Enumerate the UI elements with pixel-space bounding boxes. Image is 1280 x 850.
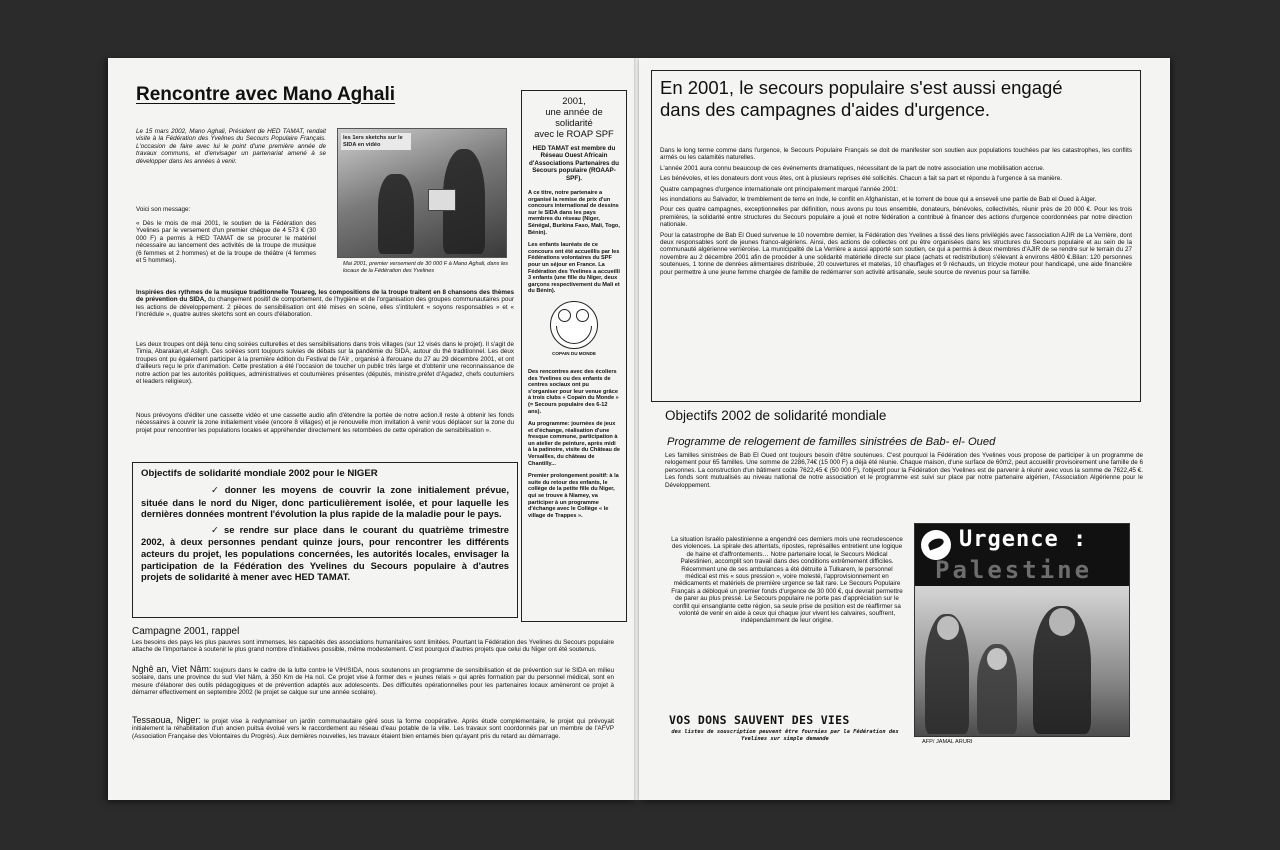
tessaoua-paragraph [132,717,614,740]
program-title: Programme de relogement de familles sinistrées de Bab- el- Oued [667,436,996,448]
urgence-paragraph-1: Dans le long terme comme dans l'urgence, le Secours Populaire Français se doit de manifester son soutien aux populations touchées par les catastrophes, les conflits armés ou les calamités naturelles. [660,147,1132,162]
photo-sign: les 1ers sketchs sur le SIDA en vidéo [341,133,411,150]
vietnam-label: Nghê an, Viet Nâm: [132,664,212,674]
urgence-paragraph-6: Pour ces quatre campagnes, exceptionnelles par définition, nous avons pu tous ensemble, donateurs, bénévoles, collectivités, réunir près de 20 000 €. Pour les trois premières, la solidarité entre structures du Secours populaire a joué et notre fédération a contribué à financer des actions d'urgence coordonnées par notre direction nationale. [660,206,1132,229]
niger-point-1-text: donner les moyens de couvrir la zone initialement prévue, située dans le nord du Niger, donc particulièrement isolée, et pour laquelle les dernières données montrent l'évolution la plus rapide de la maladie pour le pays. [141,484,509,520]
sidebar-title: 2001, une année de solidarité avec le ROAP SPF [534,95,614,139]
niger-point-2-text: se rendre sur place dans le courant du quatrième trimestre 2002, à deux personnes pendant quinze jours, pour rencontrer les différents acteurs du projet, les populations concernées, les autorités locales, envisager la participation de la Fédération des Yvelines du Secours populaire à d'autres projets de solidarité à mener avec HED TAMAT. [141,523,509,583]
paragraph-2-bold: Inspirées des rythmes de la musique traditionnelle Touareg, les compositions de la troupe traitent en 8 chansons des thèmes de prévention du SIDA, [136,289,514,304]
tessaoua-text: le projet vise à redynamiser un jardin communautaire géré sous la forme coopérative. Après étude complémentaire, le projet qui prévoyait initialement la réhabilitation d'un ancien puitsa évolué vers le raccordement au réseau d'eau potable de la ville. Les travaux sont coordonnés par un membre de l'AFVP (Association Française des Volontaires du Progrès). Aux dernières nouvelles, les travaux étaient bien entamés bien qu'ayant pris du retard au démarrage. [132,718,614,740]
donations-title: VOS DONS SAUVENT DES VIES [669,713,850,727]
niger-objectives-box [132,462,518,618]
paragraph-2-rest: du changement positif de comportement, de l'hygiène et de l'organisation des groupes communautaires pour les actions de développement. 2 pièces de sensibilisation ont été mises en scène, elles s'intitulent « soyons responsables » et « l'incrédule », quatre autres sketchs sont en cours d'élaboration. [136,296,514,319]
paragraph-3: Les deux troupes ont déjà tenu cinq soirées culturelles et des sensibilisations dans trois villages (sur 12 visés dans le projet). Il s'agit de Timia, Abarakan,et Asligh. Ces soirées sont toujours suivies de débats sur la pandémie du SIDA, autour du thé traditionnel. Les deux troupes ont pu également participer à la première édition du Festival de l'Aïr , organisé à Iferouane du 27 au 29 décembre 2001, et ont d'ailleurs reçu le prix d'animation. Cette prestation a été l'occasion de toucher un public très large et d'obtenir une reconnaissance de notre action par les autorités politiques, administratives et coutumières présentes (députés, ministre,préfet d'Agadez, chefs coutumiers et leaders religieux). [136,341,514,386]
check-icon: ✓ [211,524,219,536]
left-page [108,58,636,800]
urgence-paragraph-4: Quatre campagnes d'urgence internationale ont principalement marqué l'année 2001: [660,185,898,193]
urgence-paragraph-2: L'année 2001 aura connu beaucoup de ces événements dramatiques, nécessitant de la part de notre association une mobilisation accrue. [660,164,1045,172]
urgence-box [651,70,1141,402]
donations-subtitle: des listes de souscription peuvent être fournies par la Fédération des Yvelines sur simple demande [671,729,899,742]
logo-text: COPAIN DU MONDE [552,350,596,356]
urgence-paragraph-3: Les bénévoles, et les donateurs dont vous êtes, ont à plusieurs reprises été sollicités. Chacun a fait sa part et répondu à l'urgence à sa manière. [660,175,1062,183]
urgence-palestine-poster [914,523,1130,737]
objectives-title: Objectifs 2002 de solidarité mondiale [665,408,887,423]
sidebar-paragraph-3: Des rencontres avec des écoliers des Yvelines ou des enfants de centres sociaux ont pu s'organiser pour leur venue grâce à trois clubs « Copain du Monde » (= Secours populaire des 6-12 ans). [528,368,619,415]
headline: En 2001, le secours populaire s'est aussi engagé dans des campagnes d'aides d'urgence. [660,77,1063,120]
sidebar-paragraph-1: A ce titre, notre partenaire a organisé la remise de prix d'un concours international de dessins sur le SIDA dans les pays membres du réseau (Niger, Sénégal, Burkina Faso, Mali, Togo, Bénin). [528,190,620,236]
niger-point-2 [141,524,509,583]
right-page [639,58,1170,800]
photo-credit: AFP/ JAMAL ARURI [922,739,973,745]
message-label: Voici son message: [136,206,191,213]
roap-sidebar [521,90,627,622]
article-title: Rencontre avec Mano Aghali [136,84,396,105]
intro-text: Le 15 mars 2002, Mano Aghali, Président de HED TAMAT, rendait visite à la Fédération des Yvelines du Secours Populaire Français. L'occasion de faire avec lui le point d'une première année de travaux communs, et d'envisager un partenariat amené à se développer dans les années à venir. [136,128,326,165]
vietnam-text: toujours dans le cadre de la lutte contre le VIH/SIDA, nous soutenons un programme de sensibilisation et de prévention sur le SIDA en milieu scolaire, dans une province du sud Viet Nâm, à 350 Km de Ha noï. Ce projet vise à former des « jeunes relais » qui après formation par du personnel médical, sont en mesure d'élaborer des outils pédagogiques et de prévention adaptés aux adolescents. Des difficultés opérationnelles pour les partenaires locaux amèneront ce projet à démarrer effectivement en septembre 2002 (le projet se calque sur une année scolaire). [132,667,614,697]
palestine-text: La situation Israélo palestinienne a engendré ces derniers mois une recrudescence des violences. La spirale des attentats, ripostes, représailles entretient une logique de haine et d'affrontements… Notre partenaire local, le Secours Médical Palestinien, accomplit son travail dans des conditions extrêmement difficiles. Récemment une de ses ambulances a été détruite à Tulkarem, le personnel médical est mis « sous pression », voire molesté, l'approvisionnement en médicaments et matériels de première urgence se fait rare. Le Secours Populaire Français a débloqué un premier fonds d'urgence de 30 000 €, qui devrait permettre de parer au plus pressé. Le Secours populaire ne porte pas d'appréciation sur le conflit qui ensanglante cette région, sa seule prise de position est de réaffirmer sa volonté de venir en aide à ceux qui chaque jour vivent les calvaires, souffrent, indépendamment de leur origine. [671,536,903,625]
urgence-paragraph-7: Pour la catastrophe de Bab El Oued survenue le 10 novembre dernier, la Fédération des Yvelines a tissé des liens privilégiés avec l'association AJIR de La Verrière, dont deux responsables sont de jeunes franco-algériens. Ainsi, des actions de collectes ont pu être organisées dans les structures du Secours populaire et au sein de la communauté algérienne verrièroise. La municipalité de La Verrière a aussi apporté son soutien, ce qui a permis à deux membres d'AJIR de se rendre sur le terrain du 27 novembre au 2 décembre 2001 afin de procéder à une solidarité matérielle directe sur place (achats et redistribution) s'élevant à environs 4800 €.Bilan: 120 personnes soutenues, 1 tonne de denrées alimentaires distribuée, 20 couvertures et matelas, 10 chauffages et 9 réchauds, un tricycle moteur pour handicapé, une aide financière pour permettre à une jeune femme chargée de famille de redémarrer son activité artisanale, seule source de revenus pour sa famille. [660,231,1132,276]
urgence-line-1: Urgence : [959,527,1088,552]
check-icon: ✓ [211,485,219,496]
sidebar-paragraph-5: Premier prolongement positif: à la suite du retour des enfants, le collège de la petite fille du Niger, qui se trouve à Niamey, va participer à un programme d'échange avec le Collège « le village de Trappes ». [528,473,619,519]
program-text: Les familles sinistrées de Bab El Oued ont toujours besoin d'être soutenues. C'est pourquoi la Fédération des Yvelines vous propose de participer à un programme de relogement pour 65 familles. Une somme de 2286,74€ (15 000 F) a déjà été réunie. Chaque maison, d'une surface de 60m2, peut accueillir provisoirement une famille de 6 personnes. La construction d'un bâtiment coûte 7622,45 € (50 000 F), l'objectif pour la Fédération des Yvelines est de parvenir à réunir avec vous la somme de 7622,45 €. Les fonds sont mutualisés au niveau national de notre association et le programme est suivi sur place par notre partenaire algérien, l'Association Algérienne pour le Développement. [665,452,1143,489]
urgence-paragraph-5: les inondations au Salvador, le tremblement de terre en Inde, le conflit en Afghanistan, et le torrent de boue qui a enseveli une partie de Bab el Oued à Alger. [660,196,1097,204]
vietnam-paragraph [132,666,614,697]
mano-aghali-photo [337,128,507,258]
sidebar-paragraph-2: Les enfants lauréats de ce concours ont été accueillis par les Fédérations volontaires du SPF pour un séjour en France. La Fédération des Yvelines a accueilli 3 enfants (une fille du Niger, deux garçons respectivement du Mali et du Bénin). [528,242,620,295]
campagne-text: Les besoins des pays les plus pauvres sont immenses, les capacités des associations humanitaires sont limitées. Pourtant la Fédération des Yvelines du Secours populaire attache de l'importance à soutenir le plus grand nombre d'initiatives possible, même modestement. C'est pourquoi d'autres projets que celui du Niger ont été soutenus. [132,639,614,654]
campagne-title: Campagne 2001, rappel [132,626,240,637]
photo-caption: Mai 2001, premier versement de 30 000 F à Mano Aghali, dans les locaux de la Fédération des Yvelines [343,261,509,274]
tessaoua-label: Tessaoua, Niger: [132,715,201,725]
paragraph-1: « Dès le mois de mai 2001, le soutien de la Fédération des Yvelines par le versement d'un premier chèque de 4 573 € (30 000 F) a permis à HED TAMAT de se procurer le matériel nécessaire au lancement des activités de la troupe de musique (6 femmes et 2 hommes) et de la troupe de théâtre (4 femmes et 5 hommes). [136,220,316,265]
copain-du-monde-logo [548,299,600,365]
sidebar-subtitle: HED TAMAT est membre du Réseau Ouest Africain d'Associations Partenaires du Secours populaire (ROAAP-SPF). [528,145,620,182]
sidebar-paragraph-4: Au programme: journées de jeux et d'échange, réalisation d'une fresque commune, participation à un atelier de peinture, après midi à la patinoire, visite du Château de Versailles, du château de Chantilly... [528,421,621,467]
niger-title: Objectifs de solidarité mondiale 2002 pour le NIGER [141,468,378,479]
paragraph-2 [136,289,514,319]
niger-point-1 [141,484,509,520]
paragraph-4: Nous prévoyons d'éditer une cassette vidéo et une cassette audio afin d'étendre la portée de notre action.Il reste à obtenir les fonds nécessaires à couvrir la zone initialement visée (encore 8 villages) et je renouvelle mon invitation à venir vous déplacer sur la zone du projet pour rencontrer les populations locales et appréhender directement les retombées de cette opération de sensibilisation ». [136,412,514,434]
urgence-line-2: Palestine [935,556,1093,584]
